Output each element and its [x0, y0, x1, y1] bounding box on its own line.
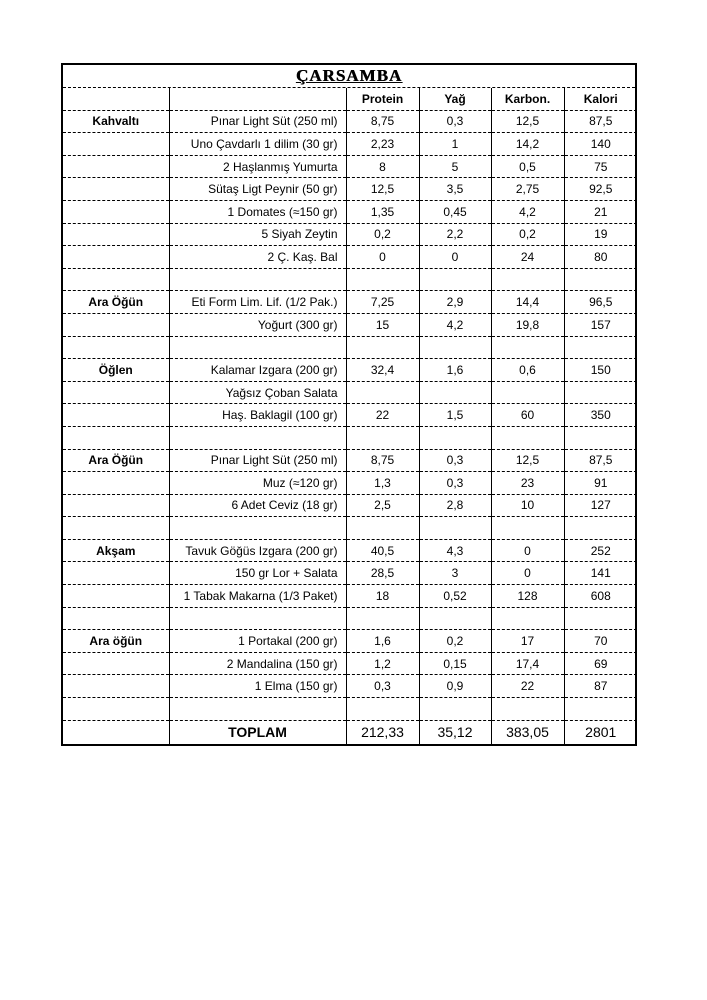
carbs-cell: 14,4 [491, 291, 564, 314]
food-cell: Uno Çavdarlı 1 dilim (30 gr) [169, 133, 346, 156]
fat-cell: 3 [419, 562, 491, 585]
meal-label: Ara öğün [63, 630, 169, 653]
food-cell: Sütaş Ligt Peynir (50 gr) [169, 178, 346, 201]
calories-cell: 70 [564, 630, 637, 653]
food-cell [169, 336, 346, 359]
fat-cell [419, 336, 491, 359]
food-cell: 1 Domates (≈150 gr) [169, 200, 346, 223]
protein-cell [346, 698, 419, 721]
meal-label [63, 223, 169, 246]
page-title: ÇARSAMBA [295, 66, 403, 85]
carbs-cell: 10 [491, 494, 564, 517]
fat-cell: 1,6 [419, 359, 491, 382]
meal-label [63, 426, 169, 449]
food-cell: 6 Adet Ceviz (18 gr) [169, 494, 346, 517]
carbs-cell: 128 [491, 585, 564, 608]
calories-cell: 91 [564, 472, 637, 495]
table-row [63, 698, 637, 721]
table-row [63, 133, 637, 156]
table-row [63, 562, 637, 585]
fat-cell [419, 698, 491, 721]
calories-cell [564, 381, 637, 404]
calories-cell: 92,5 [564, 178, 637, 201]
total-row [63, 720, 637, 744]
total-label: TOPLAM [169, 720, 346, 744]
calories-cell: 69 [564, 652, 637, 675]
protein-cell: 1,2 [346, 652, 419, 675]
fat-cell: 0,3 [419, 472, 491, 495]
meal-label [63, 268, 169, 291]
calories-cell [564, 698, 637, 721]
carbs-cell: 19,8 [491, 313, 564, 336]
fat-cell: 4,3 [419, 539, 491, 562]
meal-label [63, 381, 169, 404]
calories-cell: 350 [564, 404, 637, 427]
fat-cell: 0,15 [419, 652, 491, 675]
food-cell: Tavuk Göğüs Izgara (200 gr) [169, 539, 346, 562]
calories-cell: 87,5 [564, 110, 637, 133]
fat-cell: 0,9 [419, 675, 491, 698]
table-row [63, 675, 637, 698]
food-cell: Kalamar Izgara (200 gr) [169, 359, 346, 382]
carbs-cell: 0 [491, 562, 564, 585]
fat-cell: 1,5 [419, 404, 491, 427]
meal-label [63, 494, 169, 517]
fat-cell [419, 607, 491, 630]
calories-cell: 150 [564, 359, 637, 382]
header-protein: Protein [346, 88, 419, 110]
food-cell [169, 698, 346, 721]
protein-cell: 22 [346, 404, 419, 427]
protein-cell: 28,5 [346, 562, 419, 585]
protein-cell: 1,3 [346, 472, 419, 495]
fat-cell [419, 381, 491, 404]
header-meal-cell [63, 88, 169, 110]
calories-cell: 252 [564, 539, 637, 562]
food-cell: Yoğurt (300 gr) [169, 313, 346, 336]
carbs-cell [491, 268, 564, 291]
table-row [63, 652, 637, 675]
food-cell [169, 517, 346, 540]
table-row [63, 200, 637, 223]
protein-cell [346, 381, 419, 404]
carbs-cell: 60 [491, 404, 564, 427]
carbs-cell: 22 [491, 675, 564, 698]
carbs-cell [491, 426, 564, 449]
carbs-cell: 24 [491, 246, 564, 269]
protein-cell: 0,3 [346, 675, 419, 698]
calories-cell: 80 [564, 246, 637, 269]
fat-cell: 5 [419, 155, 491, 178]
food-cell: Pınar Light Süt (250 ml) [169, 449, 346, 472]
protein-cell: 8,75 [346, 110, 419, 133]
carbs-cell: 0,2 [491, 223, 564, 246]
calories-cell: 75 [564, 155, 637, 178]
fat-cell: 0,3 [419, 449, 491, 472]
food-cell: Pınar Light Süt (250 ml) [169, 110, 346, 133]
table-row [63, 426, 637, 449]
protein-cell: 15 [346, 313, 419, 336]
protein-cell: 2,23 [346, 133, 419, 156]
table-row [63, 268, 637, 291]
calories-cell: 608 [564, 585, 637, 608]
fat-cell: 0,2 [419, 630, 491, 653]
protein-cell [346, 426, 419, 449]
table-row [63, 630, 637, 653]
food-cell: 2 Mandalina (150 gr) [169, 652, 346, 675]
carbs-cell: 12,5 [491, 110, 564, 133]
meal-label: Ara Öğün [63, 449, 169, 472]
protein-cell [346, 268, 419, 291]
meal-label [63, 698, 169, 721]
fat-cell: 2,8 [419, 494, 491, 517]
total-carbs-cell: 383,05 [491, 720, 564, 744]
table-row [63, 110, 637, 133]
fat-cell: 1 [419, 133, 491, 156]
protein-cell: 2,5 [346, 494, 419, 517]
fat-cell [419, 517, 491, 540]
calories-cell: 157 [564, 313, 637, 336]
total-protein-cell: 212,33 [346, 720, 419, 744]
calories-cell: 140 [564, 133, 637, 156]
carbs-cell [491, 607, 564, 630]
carbs-cell [491, 336, 564, 359]
protein-cell: 8,75 [346, 449, 419, 472]
header-row [63, 88, 637, 110]
meal-label [63, 404, 169, 427]
table-row [63, 246, 637, 269]
protein-cell: 1,6 [346, 630, 419, 653]
carbs-cell [491, 517, 564, 540]
header-fat: Yağ [419, 88, 491, 110]
table-row [63, 472, 637, 495]
protein-cell: 12,5 [346, 178, 419, 201]
carbs-cell: 0,5 [491, 155, 564, 178]
protein-cell: 0,2 [346, 223, 419, 246]
protein-cell [346, 336, 419, 359]
food-cell: 1 Tabak Makarna (1/3 Paket) [169, 585, 346, 608]
protein-cell: 40,5 [346, 539, 419, 562]
calories-cell: 87 [564, 675, 637, 698]
protein-cell: 18 [346, 585, 419, 608]
food-cell: Eti Form Lim. Lif. (1/2 Pak.) [169, 291, 346, 314]
table-row [63, 359, 637, 382]
carbs-cell: 14,2 [491, 133, 564, 156]
meal-label: Ara Öğün [63, 291, 169, 314]
header-calories: Kalori [564, 88, 637, 110]
meal-label: Akşam [63, 539, 169, 562]
calories-cell [564, 517, 637, 540]
calories-cell: 96,5 [564, 291, 637, 314]
meal-label [63, 178, 169, 201]
header-carbs: Karbon. [491, 88, 564, 110]
meal-label: Öğlen [63, 359, 169, 382]
nutrition-table [63, 88, 637, 744]
carbs-cell: 4,2 [491, 200, 564, 223]
meal-label [63, 133, 169, 156]
meal-label [63, 517, 169, 540]
food-cell: Yağsız Çoban Salata [169, 381, 346, 404]
meal-label: Kahvaltı [63, 110, 169, 133]
food-cell: 2 Haşlanmış Yumurta [169, 155, 346, 178]
total-meal-cell [63, 720, 169, 744]
calories-cell [564, 426, 637, 449]
meal-label [63, 155, 169, 178]
fat-cell: 4,2 [419, 313, 491, 336]
calories-cell [564, 268, 637, 291]
food-cell [169, 268, 346, 291]
header-food-cell [169, 88, 346, 110]
meal-label [63, 585, 169, 608]
carbs-cell: 23 [491, 472, 564, 495]
table-row [63, 607, 637, 630]
protein-cell: 0 [346, 246, 419, 269]
protein-cell: 7,25 [346, 291, 419, 314]
protein-cell: 32,4 [346, 359, 419, 382]
calories-cell: 127 [564, 494, 637, 517]
protein-cell [346, 517, 419, 540]
calories-cell: 19 [564, 223, 637, 246]
total-calories-cell: 2801 [585, 724, 617, 741]
nutrition-table-sheet [61, 63, 637, 746]
table-row [63, 336, 637, 359]
meal-label [63, 246, 169, 269]
carbs-cell [491, 698, 564, 721]
fat-cell: 2,9 [419, 291, 491, 314]
food-cell: 5 Siyah Zeytin [169, 223, 346, 246]
meal-label [63, 336, 169, 359]
carbs-cell: 12,5 [491, 449, 564, 472]
protein-cell: 1,35 [346, 200, 419, 223]
table-row [63, 585, 637, 608]
fat-cell: 0,52 [419, 585, 491, 608]
meal-label [63, 313, 169, 336]
carbs-cell: 17 [491, 630, 564, 653]
table-row [63, 449, 637, 472]
food-cell: 1 Portakal (200 gr) [169, 630, 346, 653]
fat-cell: 0,3 [419, 110, 491, 133]
carbs-cell: 0 [491, 539, 564, 562]
table-row [63, 155, 637, 178]
carbs-cell: 2,75 [491, 178, 564, 201]
table-row [63, 178, 637, 201]
calories-cell: 141 [564, 562, 637, 585]
table-row [63, 494, 637, 517]
meal-label [63, 675, 169, 698]
fat-cell: 3,5 [419, 178, 491, 201]
table-row [63, 404, 637, 427]
food-cell: Muz (≈120 gr) [169, 472, 346, 495]
protein-cell [346, 607, 419, 630]
meal-label [63, 562, 169, 585]
food-cell [169, 607, 346, 630]
calories-cell [564, 607, 637, 630]
title-row [63, 65, 635, 88]
carbs-cell: 0,6 [491, 359, 564, 382]
table-row [63, 291, 637, 314]
protein-cell: 8 [346, 155, 419, 178]
fat-cell: 0,45 [419, 200, 491, 223]
table-row [63, 517, 637, 540]
table-row [63, 539, 637, 562]
fat-cell: 2,2 [419, 223, 491, 246]
fat-cell [419, 426, 491, 449]
meal-label [63, 200, 169, 223]
carbs-cell [491, 381, 564, 404]
fat-cell: 0 [419, 246, 491, 269]
total-fat-cell: 35,12 [419, 720, 491, 744]
food-cell [169, 426, 346, 449]
food-cell: 2 Ç. Kaş. Bal [169, 246, 346, 269]
food-cell: 1 Elma (150 gr) [169, 675, 346, 698]
meal-label [63, 472, 169, 495]
food-cell: Haş. Baklagil (100 gr) [169, 404, 346, 427]
table-row [63, 223, 637, 246]
calories-cell: 21 [564, 200, 637, 223]
carbs-cell: 17,4 [491, 652, 564, 675]
calories-cell: 87,5 [564, 449, 637, 472]
meal-label [63, 607, 169, 630]
food-cell: 150 gr Lor + Salata [169, 562, 346, 585]
table-row [63, 381, 637, 404]
meal-label [63, 652, 169, 675]
table-row [63, 313, 637, 336]
fat-cell [419, 268, 491, 291]
calories-cell [564, 336, 637, 359]
